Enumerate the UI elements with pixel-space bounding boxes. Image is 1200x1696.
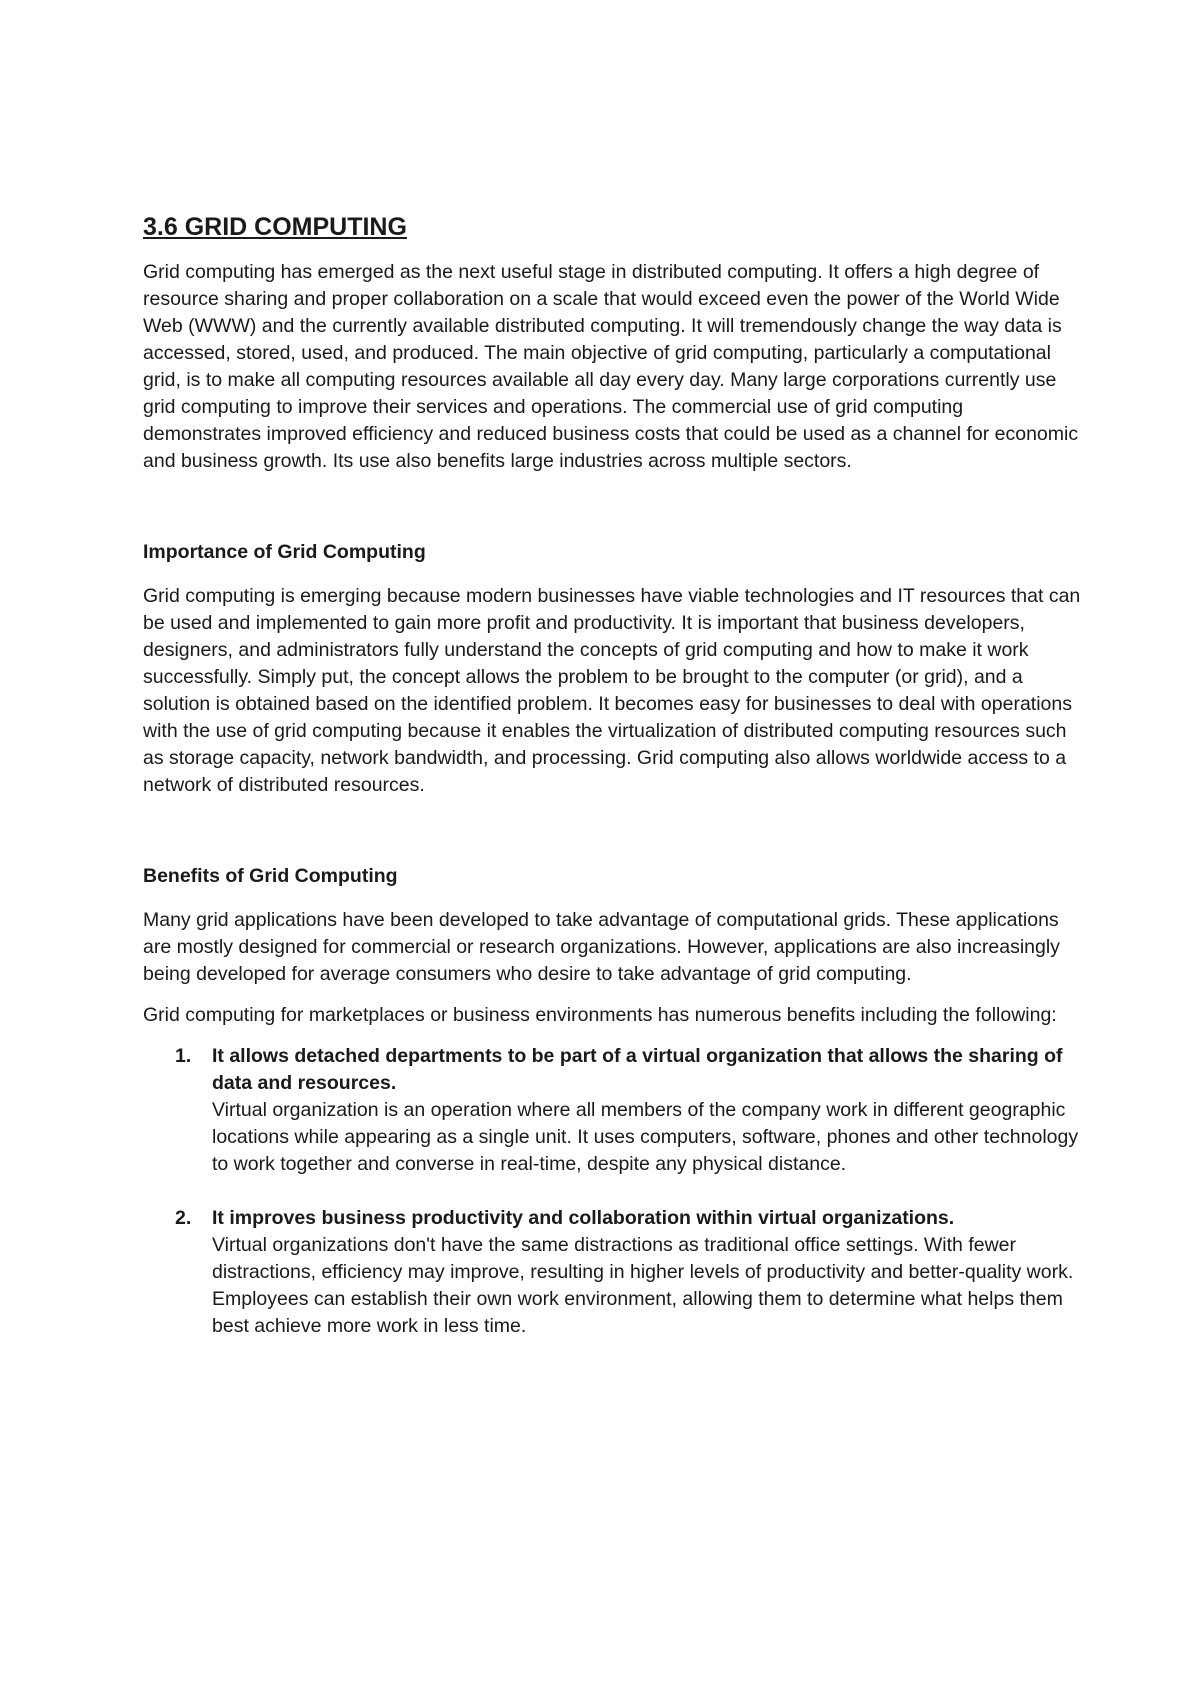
list-item-text: Virtual organizations don't have the same distractions as traditional office settings. With fewer distractions, efficiency may improve, resulting in higher levels of productivity and better-quality work. Employees can establish their own work environment, allowing them to determine what helps them best achieve more work in less time. [212,1234,1074,1337]
list-item-number: 2. [175,1207,192,1229]
document-page [143,212,1083,1340]
spacer [143,988,1083,1002]
list-item-title: It allows detached departments to be part of a virtual organization that allows the sharing of data and resources. [212,1045,1063,1094]
list-item-number: 1. [175,1045,192,1067]
section-title: 3.6 GRID COMPUTING [143,213,407,241]
spacer [143,890,1083,907]
benefits-paragraph-2: Grid computing for marketplaces or business environments has numerous benefits including the following: [143,1004,1057,1026]
list-item-text: Virtual organization is an operation where all members of the company work in different geographic locations while appearing as a single unit. It uses computers, software, phones and other technology to work together and converse in real-time, despite any physical distance. [212,1099,1079,1175]
benefits-list [143,1043,1083,1340]
list-item [143,1043,1083,1178]
benefits-heading: Benefits of Grid Computing [143,865,398,887]
spacer [143,475,1083,539]
intro-paragraph: Grid computing has emerged as the next useful stage in distributed computing. It offers a high degree of resource sharing and proper collaboration on a scale that would exceed even the power of the World Wide Web (WWW) and the currently available distributed computing. It will tremendously change the way data is accessed, stored, used, and produced. The main objective of grid computing, particularly a computational grid, is to make all computing resources available all day every day. Many large corporations currently use grid computing to improve their services and operations. The commercial use of grid computing demonstrates improved efficiency and reduced business costs that could be used as a channel for economic and business growth. Its use also benefits large industries across multiple sectors. [143,261,1079,472]
importance-heading: Importance of Grid Computing [143,541,426,563]
benefits-paragraph-1: Many grid applications have been developed to take advantage of computational grids. These applications are mostly designed for commercial or research organizations. However, applications are also increasingly being developed for average consumers who desire to take advantage of grid computing. [143,909,1060,985]
spacer [143,799,1083,863]
list-item [143,1205,1083,1340]
spacer [143,566,1083,583]
importance-paragraph: Grid computing is emerging because modern businesses have viable technologies and IT resources that can be used and implemented to gain more profit and productivity. It is important that business developers, designers, and administrators fully understand the concepts of grid computing and how to make it work successfully. Simply put, the concept allows the problem to be brought to the computer (or grid), and a solution is obtained based on the identified problem. It becomes easy for businesses to deal with operations with the use of grid computing because it enables the virtualization of distributed computing resources such as storage capacity, network bandwidth, and processing. Grid computing also allows worldwide access to a network of distributed resources. [143,585,1081,796]
list-item-title: It improves business productivity and collaboration within virtual organizations. [212,1207,955,1229]
